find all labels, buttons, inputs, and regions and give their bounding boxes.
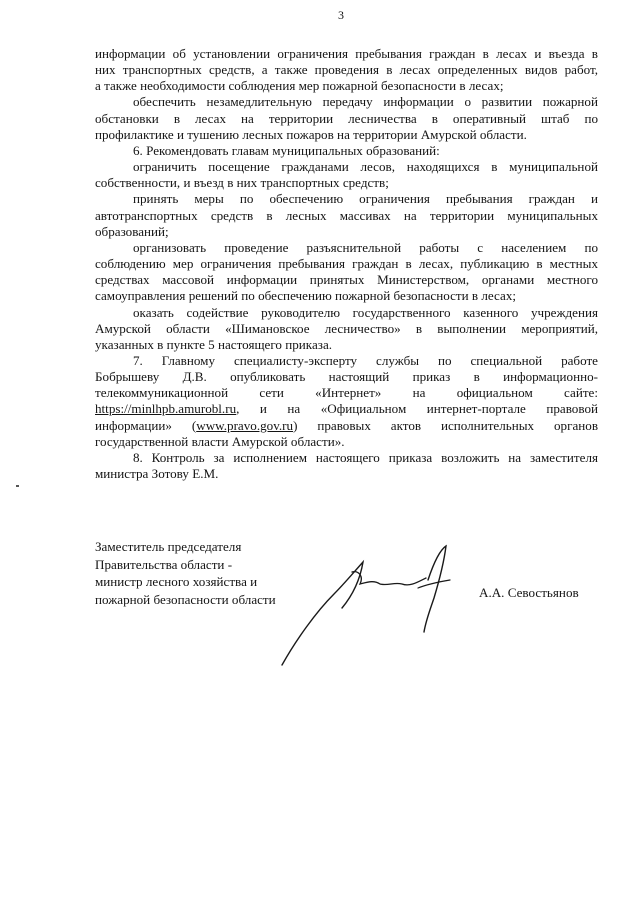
text-line: образований; [95,223,169,239]
text-line: средствах массовой информации принятых Министерством, органами местного [95,272,598,288]
signature-position-line: Правительства области - [95,556,233,572]
website-link[interactable]: www.pravo.gov.ru [196,417,294,433]
text-segment: информации» ( [95,417,197,433]
website-link[interactable]: https://minlhpb.amurobl.ru [95,401,237,417]
text-line: указанных в пункте 5 настоящего приказа. [95,336,333,352]
signature-position-line: пожарной безопасности области [95,591,276,607]
text-line: телекоммуникационной сети «Интернет» на официальном сайте: [95,385,598,401]
text-line: обстановки в лесах на территории лесничества в оперативный штаб по [95,110,598,126]
text-line: а также необходимости соблюдения мер пожарной безопасности в лесах; [95,78,504,94]
text-line: ограничить посещение гражданами лесов, находящихся в муниципальной [133,159,598,175]
text-line: принять меры по обеспечению ограничения пребывания граждан и [133,191,598,207]
text-line: 8. Контроль за исполнением настоящего приказа возложить на заместителя [133,449,598,465]
page-number: 3 [338,8,344,22]
signature-position-line: Заместитель председателя [95,539,242,554]
text-line: оказать содействие руководителю государственного казенного учреждения [133,304,598,320]
text-line: Бобрышеву Д.В. опубликовать настоящий приказ в информационно- [95,369,598,385]
text-line: Амурской области «Шимановское лесничество» в выполнении мероприятий, [95,320,598,336]
text-line: информации об установлении ограничения пребывания граждан в лесах и въезда в [95,46,598,61]
text-line: автотранспортных средств в лесных массивах на территории муниципальных [95,207,598,223]
scan-artifact-mark [16,485,19,487]
text-line: государственной власти Амурской области». [95,433,345,449]
text-line [95,418,598,434]
handwritten-signature [268,540,468,670]
text-line: них транспортных средств, а также проведения в лесах определенных видов работ, [95,62,598,78]
signature-position-block [95,538,276,608]
text-line: министра Зотову Е.М. [95,466,219,482]
text-line: профилактике и тушению лесных пожаров на территории Амурской области. [95,126,527,142]
text-line: 7. Главному специалисту-эксперту службы по специальной работе [133,352,598,368]
document-body [95,46,598,482]
text-segment: ) правовых актов исполнительных органов [293,417,598,433]
text-line: 6. Рекомендовать главам муниципальных образований: [133,142,440,158]
text-line: организовать проведение разъяснительной работы с населением по [133,239,598,255]
text-line: соблюдению мер ограничения пребывания граждан в лесах, публикацию в местных [95,256,598,272]
text-line: обеспечить незамедлительную передачу информации о развитии пожарной [133,94,598,110]
text-line: самоуправления решений по обеспечению пожарной безопасности в лесах; [95,288,517,304]
text-line [95,401,598,417]
text-segment: , и на «Официальном интернет-портале правовой [236,401,598,417]
signer-name: А.А. Севостьянов [479,585,579,600]
text-line: собственности, и въезд в них транспортных средств; [95,175,389,191]
signature-position-line: министр лесного хозяйства и [95,574,258,590]
